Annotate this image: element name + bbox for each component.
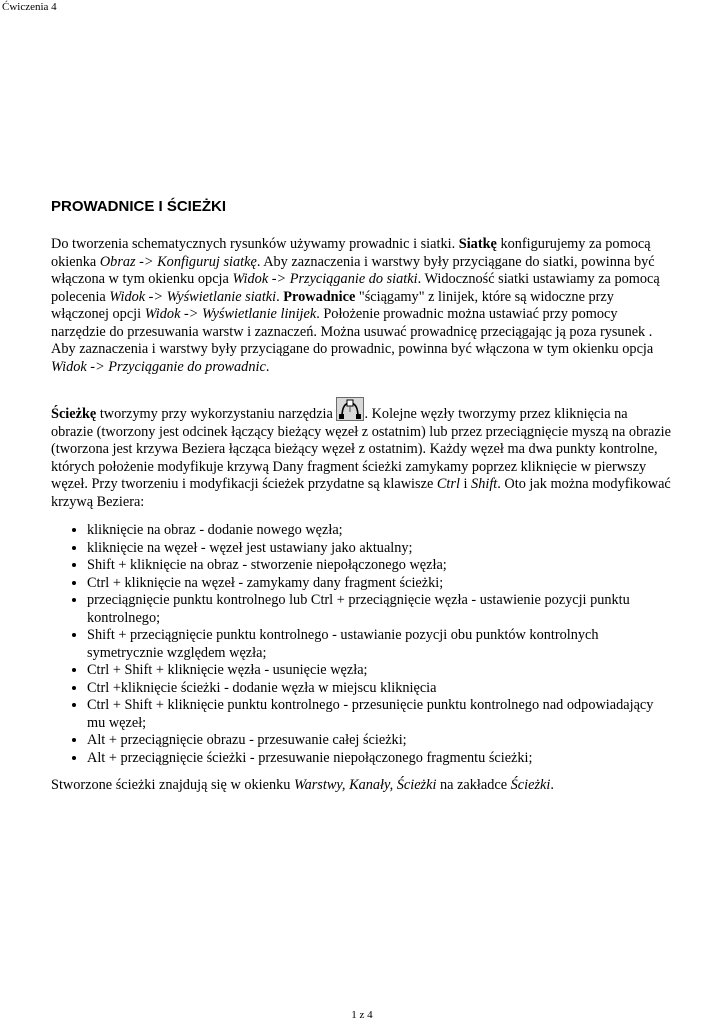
key-ctrl: Ctrl: [436, 476, 460, 492]
list-item: • Alt + przeciągnięcie obrazu - przesuwanie całej ścieżki;: [87, 732, 671, 750]
list-item: • Ctrl + Shift + kliknięcie punktu kontrolnego - przesunięcie punktu kontrolnego nad odpowiadający mu węzeł;: [87, 697, 671, 732]
paragraph-paths: Ścieżkę tworzymy przy wykorzystaniu narzędzia . Kolejne węzły tworzymy przez kliknięcia na obrazie (tworzony jest odcinek łączący bieżący węzeł z ostatnim) lub przez przeciągnięcie myszą na obrazie (tworzona jest krzywa Beziera łącząca bieżący węzeł z ostatnim). Każdy węzeł ma dwa punkty kontrolne, których położenie modyfikuje krzywą Dany fragment ścieżki zamykamy poprzez kliknięcie w pierwszy węzeł. Przy tworzeniu i modyfikacji ścieżek przydatne są klawisze Ctrl i Shift. Oto jak można modyfikować krzywą Beziera:: [51, 397, 671, 511]
section-title: PROWADNICE I ŚCIEŻKI: [51, 198, 227, 215]
list-item: • Shift + kliknięcie na obraz - stworzenie niepołączonego węzła;: [87, 557, 671, 575]
panel-name: Warstwy, Kanały, Ścieżki: [293, 777, 437, 793]
list-item: • Ctrl +kliknięcie ścieżki - dodanie węzła w miejscu kliknięcia: [87, 680, 671, 698]
list-item: • kliknięcie na obraz - dodanie nowego węzła;: [87, 522, 671, 540]
document-body: [51, 198, 671, 795]
bold-term-grid: Siatkę: [458, 236, 497, 252]
page-number: 1 z 4: [351, 1009, 373, 1021]
list-item: • Shift + przeciągnięcie punktu kontrolnego - ustawianie pozycji obu punktów kontrolnych symetrycznie względem węzła;: [87, 627, 671, 662]
list-item: • Alt + przeciągnięcie ścieżki - przesuwanie niepołączonego fragmentu ścieżki;: [87, 750, 671, 768]
menu-path-grid-config: Obraz -> Konfiguruj siatkę: [99, 253, 257, 270]
page-header: Ćwiczenia 4: [2, 1, 57, 13]
path-tool-icon: [336, 397, 364, 421]
list-item: • kliknięcie na węzeł - węzeł jest ustawiany jako aktualny;: [87, 540, 671, 558]
tab-name: Ścieżki: [510, 777, 551, 793]
paragraph-paths-panel: Stworzone ścieżki znajdują się w okienku Warstwy, Kanały, Ścieżki na zakładce Ścieżki.: [51, 777, 554, 793]
menu-path-snap-guides: Widok -> Przyciąganie do prowadnic: [51, 358, 266, 375]
menu-path-show-grid: Widok -> Wyświetlanie siatki: [109, 288, 277, 305]
list-item: • Ctrl + Shift + kliknięcie węzła - usunięcie węzła;: [87, 662, 671, 680]
bezier-actions-list: [51, 522, 671, 767]
paragraph-guides-grid: Do tworzenia schematycznych rysunków używamy prowadnic i siatki. Siatkę konfigurujemy za pomocą okienka Obraz -> Konfiguruj siatkę. Aby zaznaczenia i warstwy były przyciągane do siatki, powinna być włączona w tym okienku opcja Widok -> Przyciąganie do siatki. Widoczność siatki ustawiamy za pomocą polecenia Widok -> Wyświetlanie siatki. Prowadnice "ściągamy" z linijek, które są widoczne przy włączonej opcji Widok -> Wyświetlanie linijek. Położenie prowadnic można ustawiać przy pomocy narzędzie do przesuwania warstw i zaznaczeń. Można usuwać prowadnicę przeciągając ją poza rysunek . Aby zaznaczenia i warstwy były przyciągane do prowadnic, powinna być włączona w tym okienku opcja Widok -> Przyciąganie do prowadnic.: [51, 236, 660, 375]
bold-term-guides: Prowadnice: [283, 288, 356, 305]
list-item: • przeciągnięcie punktu kontrolnego lub Ctrl + przeciągnięcie węzła - ustawienie pozycji punktu kontrolnego;: [87, 592, 671, 627]
menu-path-snap-grid: Widok -> Przyciąganie do siatki: [232, 271, 418, 287]
key-shift: Shift: [471, 476, 498, 492]
list-item: • Ctrl + kliknięcie na węzeł - zamykamy dany fragment ścieżki;: [87, 575, 671, 593]
menu-path-show-rulers: Widok -> Wyświetlanie linijek: [144, 306, 317, 322]
bold-term-path: Ścieżkę: [51, 406, 97, 422]
